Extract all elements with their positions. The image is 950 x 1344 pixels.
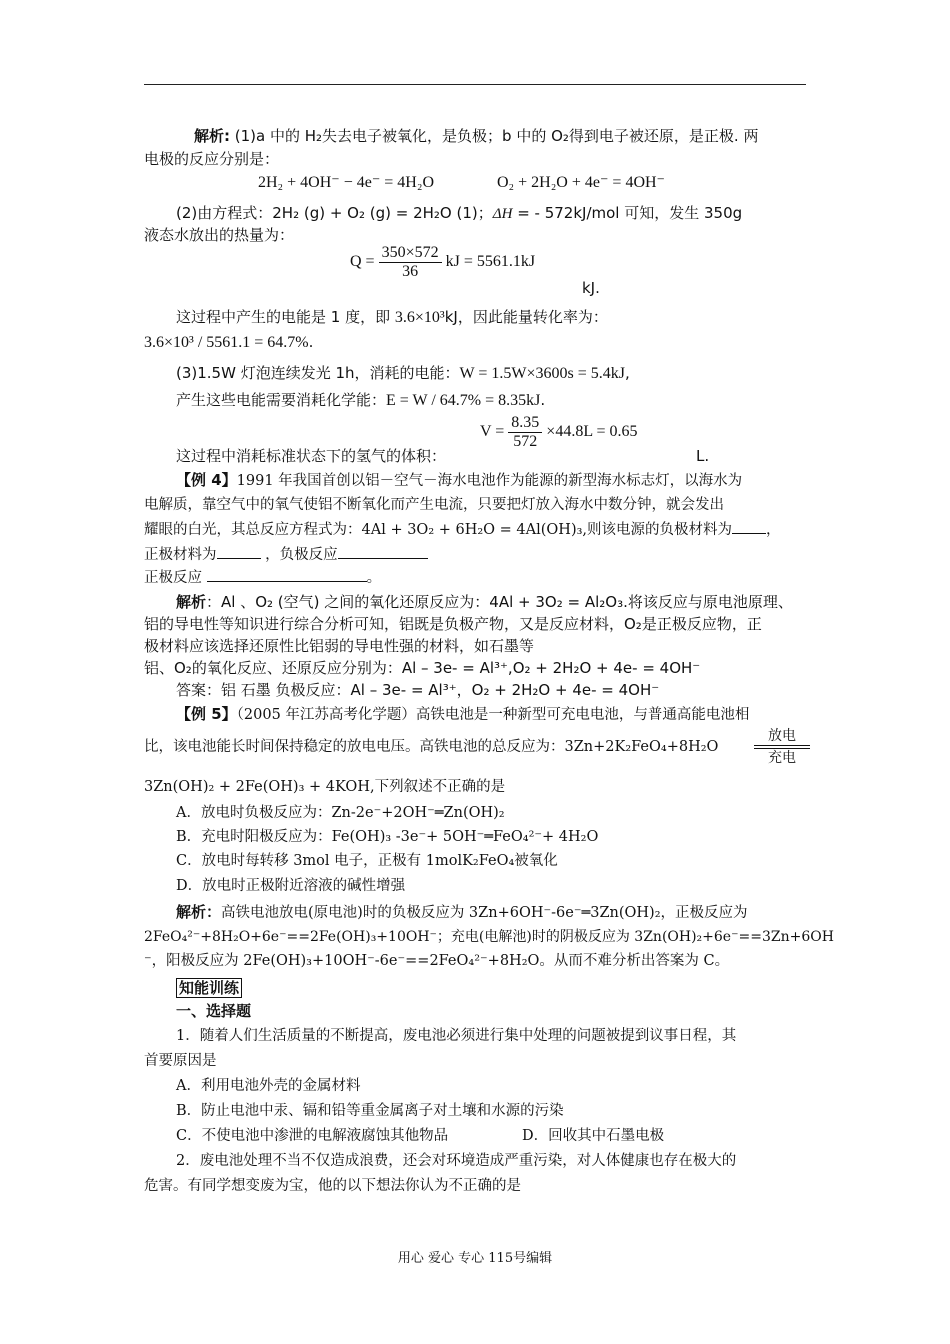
fraction bbox=[508, 414, 542, 451]
solution-label: 解析: bbox=[194, 127, 230, 145]
ex3-solution-line4: 液态水放出的热量为： bbox=[144, 226, 295, 244]
ex5-option-b: B．充电时阳极反应为：Fe(OH)₃ -3e⁻+ 5OH⁻═FeO₄²⁻+ 4H₂O bbox=[176, 829, 599, 845]
ex3-solution-line5 bbox=[176, 307, 608, 328]
question-1-line2: 首要原因是 bbox=[144, 1053, 217, 1069]
ex3-text: (2)由方程式：2H₂ (g) + O₂ (g) = 2H₂O (1)； bbox=[176, 204, 493, 222]
eq-lhs: V = bbox=[480, 423, 505, 441]
question-2-line1: 2．废电池处理不当不仅造成浪费，还会对环境造成严重污染，对人体健康也存在极大的 bbox=[176, 1153, 737, 1169]
page-footer: 用心 爱心 专心 115号编辑 bbox=[397, 1251, 553, 1266]
reversible-arrow bbox=[754, 728, 810, 766]
ex5-text: （2005 年江苏高考化学题）高铁电池是一种新型可充电电池，与普通高能电池相 bbox=[236, 707, 750, 723]
ex4-line5 bbox=[144, 568, 381, 588]
solution-label: 解析 bbox=[176, 593, 207, 611]
ex5-line1 bbox=[176, 704, 749, 725]
denominator: 36 bbox=[402, 263, 419, 280]
ex3-text: = - 572kJ/mol 可知，发生 350g bbox=[517, 204, 743, 222]
eq-rhs: ×44.8L = 0.65 bbox=[546, 423, 638, 441]
fraction bbox=[379, 244, 442, 281]
question-1-option-b: B．防止电池中汞、镉和铅等重金属离子对土壤和水源的污染 bbox=[176, 1103, 564, 1119]
ex3-text: (3)1.5W 灯泡连续发光 1h，消耗的电能： bbox=[176, 364, 460, 382]
eq-lhs: Q = bbox=[350, 253, 375, 271]
equation-volume bbox=[480, 414, 638, 451]
ex4-line1 bbox=[176, 470, 742, 491]
delta-h: ΔH bbox=[492, 206, 513, 222]
ex3-solution-line6 bbox=[144, 332, 313, 353]
ex4-line3 bbox=[144, 520, 781, 540]
ex3-solution-line1 bbox=[194, 126, 758, 146]
ex4-solution-line2: 铝的导电性等知识进行综合分析可知，铝既是负极产物，又是反应材料，O₂是正极反应物，正 bbox=[144, 615, 762, 633]
inline-equation: 3.6×10³ bbox=[394, 309, 445, 326]
charge-label: 充电 bbox=[768, 750, 796, 766]
equilibrium-arrow-icon bbox=[754, 744, 810, 750]
ex4-text: 耀眼的白光，其总反应方程式为：4Al + 3O₂ + 6H₂O = 4Al(OH)₃,则该电源的负极材料为 bbox=[144, 522, 733, 538]
ex3-text: 这过程中产生的电能是 1 度，即 bbox=[176, 308, 391, 326]
unit-kj: kJ. bbox=[582, 279, 600, 297]
period: . bbox=[540, 391, 546, 409]
ex3-solution-line3 bbox=[176, 203, 742, 224]
ex3-solution-line7 bbox=[176, 363, 630, 384]
ex4-solution-line4: 铝、O₂的氧化反应、还原反应分别为：Al – 3e- = Al³⁺,O₂ + 2H₂O + 4e- = 4OH⁻ bbox=[144, 659, 701, 677]
inline-equation: W = 1.5W×3600s = 5.4kJ bbox=[459, 365, 625, 382]
answer-blank[interactable] bbox=[732, 533, 766, 534]
ex4-line2: 电解质，靠空气中的氧气使铝不断氧化而产生电流，只要把灯放入海水中数分钟，就会发出 bbox=[144, 497, 724, 513]
section-heading: 知能训练 bbox=[176, 978, 242, 998]
answer-blank[interactable] bbox=[338, 558, 428, 559]
question-1-option-a: A．利用电池外壳的金属材料 bbox=[176, 1078, 361, 1094]
section-title: 一、选择题 bbox=[176, 1002, 252, 1020]
ex4-line4 bbox=[144, 545, 428, 565]
equation-anode: 2H₂ + 4OH⁻ − 4e⁻ = 4H₂O bbox=[258, 174, 434, 191]
ex5-solution-line1 bbox=[176, 902, 748, 923]
ex3-solution-line9: 这过程中消耗标准状态下的氢气的体积： bbox=[176, 447, 447, 465]
ex4-text: ：Al 、O₂ (空气) 之间的氧化还原反应为：4Al + 3O₂ = Al₂O₃.将该反应与原电池原理、 bbox=[206, 593, 793, 611]
answer-blank[interactable] bbox=[207, 581, 367, 582]
example-label: 【例 4】 bbox=[176, 471, 237, 489]
unit-l: L. bbox=[696, 447, 710, 465]
equation-cathode: O₂ + 2H₂O + 4e⁻ = 4OH⁻ bbox=[497, 174, 665, 191]
ex5-option-c: C．放电时每转移 3mol 电子，正极有 1molK₂FeO₄被氧化 bbox=[176, 853, 558, 869]
discharge-label: 放电 bbox=[768, 728, 796, 744]
numerator: 350×572 bbox=[379, 244, 442, 263]
ex3-text: kJ，因此能量转化率为： bbox=[444, 308, 608, 326]
ex5-text: 比，该电池能长时间保持稳定的放电电压。高铁电池的总反应为：3Zn+2K₂FeO₄+8H₂O bbox=[144, 739, 719, 755]
ex4-solution-line3: 极材料应该选择还原性比铝弱的导电性强的材料，如石墨等 bbox=[144, 637, 535, 655]
ex4-answer: 答案：铝 石墨 负极反应：Al – 3e- = Al³⁺，O₂ + 2H₂O + 4e- = 4OH⁻ bbox=[176, 681, 660, 699]
ex5-line2 bbox=[144, 737, 718, 757]
inline-equation: 3.6×10³ / 5561.1 = 64.7% bbox=[144, 334, 309, 351]
inline-equation: E = W / 64.7% = 8.35kJ bbox=[386, 392, 541, 409]
example-label: 【例 5】 bbox=[176, 705, 237, 723]
ex3-solution-line2: 电极的反应分别是： bbox=[144, 150, 280, 168]
question-1-option-d: D．回收其中石墨电极 bbox=[522, 1128, 665, 1144]
ex4-solution-line1 bbox=[176, 592, 793, 612]
numerator: 8.35 bbox=[508, 414, 542, 433]
ex3-text: (1)a 中的 H₂失去电子被氧化，是负极；b 中的 O₂得到电子被还原，是正极. 两 bbox=[234, 127, 759, 145]
question-2-line2: 危害。有同学想变废为宝，他的以下想法你认为不正确的是 bbox=[144, 1178, 521, 1194]
solution-label: 解析： bbox=[176, 903, 222, 921]
ex4-text: 。 bbox=[366, 570, 382, 586]
ex4-text: 正极材料为 bbox=[144, 547, 217, 563]
ex4-text: ， bbox=[766, 522, 781, 538]
ex4-text: ，负极反应 bbox=[265, 547, 338, 563]
denominator: 572 bbox=[513, 433, 538, 450]
ex4-text: 正极反应 bbox=[144, 570, 202, 586]
ex4-text: 1991 年我国首创以铝－空气－海水电池作为能源的新型海水标志灯，以海水为 bbox=[236, 473, 743, 489]
question-1-option-c: C．不使电池中渗泄的电解液腐蚀其他物品 bbox=[176, 1128, 449, 1144]
ex3-solution-line8 bbox=[176, 390, 545, 411]
ex5-text: 高铁电池放电(原电池)时的负极反应为 3Zn+6OH⁻-6e⁻═3Zn(OH)₂，正极反应为 bbox=[221, 905, 748, 921]
equation-heat bbox=[350, 244, 535, 281]
ex5-solution-line3: ⁻，阳极反应为 2Fe(OH)₃+10OH⁻-6e⁻==2FeO₄²⁻+8H₂O。从而不难分析出答案为 C。 bbox=[144, 953, 730, 969]
header-rule bbox=[144, 84, 806, 85]
ex3-text: 产生这些电能需要消耗化学能： bbox=[176, 391, 387, 409]
training-heading bbox=[176, 978, 242, 998]
ex5-option-d: D．放电时正极附近溶液的碱性增强 bbox=[176, 878, 406, 894]
ex5-solution-line2: 2FeO₄²⁻+8H₂O+6e⁻==2Fe(OH)₃+10OH⁻；充电(电解池)时的阴极反应为 3Zn(OH)₂+6e⁻==3Zn+6OH bbox=[144, 929, 834, 945]
answer-blank[interactable] bbox=[217, 558, 261, 559]
comma: , bbox=[624, 364, 630, 382]
ex5-option-a: A．放电时负极反应为：Zn-2e⁻+2OH⁻═Zn(OH)₂ bbox=[176, 805, 505, 821]
question-1-line1: 1．随着人们生活质量的不断提高，废电池必须进行集中处理的问题被提到议事日程，其 bbox=[176, 1028, 737, 1044]
period: . bbox=[308, 333, 314, 351]
eq-rhs: kJ = 5561.1kJ bbox=[445, 253, 536, 271]
ex5-line3: 3Zn(OH)₂ + 2Fe(OH)₃ + 4KOH,下列叙述不正确的是 bbox=[144, 779, 506, 795]
